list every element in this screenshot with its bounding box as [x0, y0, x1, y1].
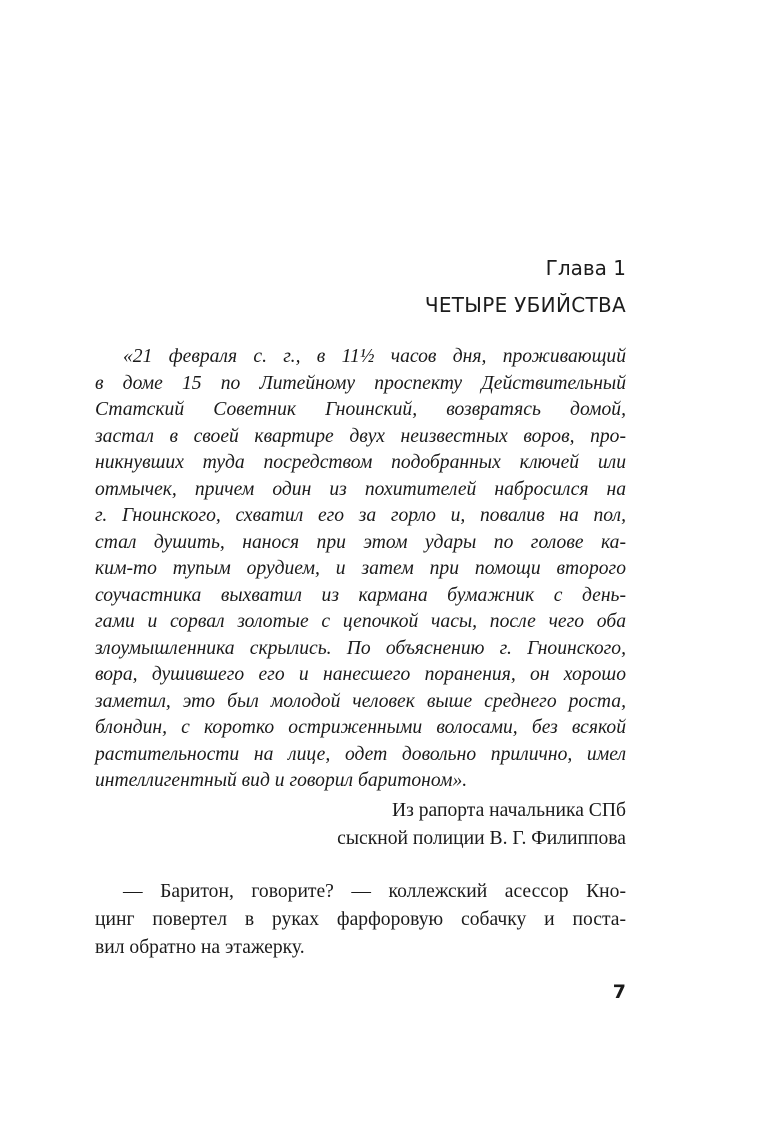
body-line: цинг повертел в руках фарфоровую собачку и поста- — [95, 909, 626, 930]
epigraph-line: Статский Советник Гноинский, возвратясь домой, — [95, 399, 626, 420]
epigraph-line: интеллигентный вид и говорил баритоном». — [95, 770, 468, 791]
epigraph-source-line: сыскной полиции В. Г. Филиппова — [337, 828, 626, 849]
epigraph-line: соучастника выхватил из кармана бумажник с день- — [95, 584, 626, 606]
body-paragraph — [95, 878, 626, 962]
epigraph-line: гами и сорвал золотые с цепочкой часы, после чего оба — [95, 611, 626, 632]
body-line: — Баритон, говорите? — коллежский асессор Кно- — [123, 881, 626, 902]
epigraph-line: в доме 15 по Литейному проспекту Действительный — [95, 372, 626, 394]
epigraph-line: растительности на лице, одет довольно прилично, имел — [95, 743, 626, 765]
page-number: 7 — [612, 981, 626, 1003]
epigraph-line: застал в своей квартире двух неизвестных воров, про- — [95, 425, 626, 447]
epigraph-source-line: Из рапорта начальника СПб — [391, 800, 626, 821]
epigraph-line: никнувших туда посредством подобранных ключей или — [95, 452, 626, 473]
epigraph-line: вора, душившего его и нанесшего поранения, он хорошо — [95, 664, 626, 685]
epigraph-line: «21 февраля с. г., в 11½ часов дня, проживающий — [123, 346, 626, 367]
epigraph-line: злоумышленника скрылись. По объяснению г. Гноинского, — [95, 637, 626, 659]
chapter-label: Глава 1 — [545, 256, 626, 280]
epigraph-line: отмычек, причем один из похитителей набросился на — [95, 478, 626, 500]
chapter-title: ЧЕТЫРЕ УБИЙСТВА — [424, 293, 626, 317]
epigraph-line: заметил, это был молодой человек выше среднего роста, — [95, 690, 626, 712]
epigraph-line: ким-то тупым орудием, и затем при помощи второго — [95, 558, 626, 579]
epigraph-line: г. Гноинского, схватил его за горло и, повалив на пол, — [95, 505, 626, 526]
epigraph-line: блондин, с коротко остриженными волосами, без всякой — [95, 717, 626, 738]
epigraph-line: стал душить, нанося при этом удары по голове ка- — [95, 531, 626, 553]
epigraph — [95, 344, 626, 795]
epigraph-source — [337, 797, 626, 853]
body-line: вил обратно на этажерку. — [95, 937, 305, 958]
